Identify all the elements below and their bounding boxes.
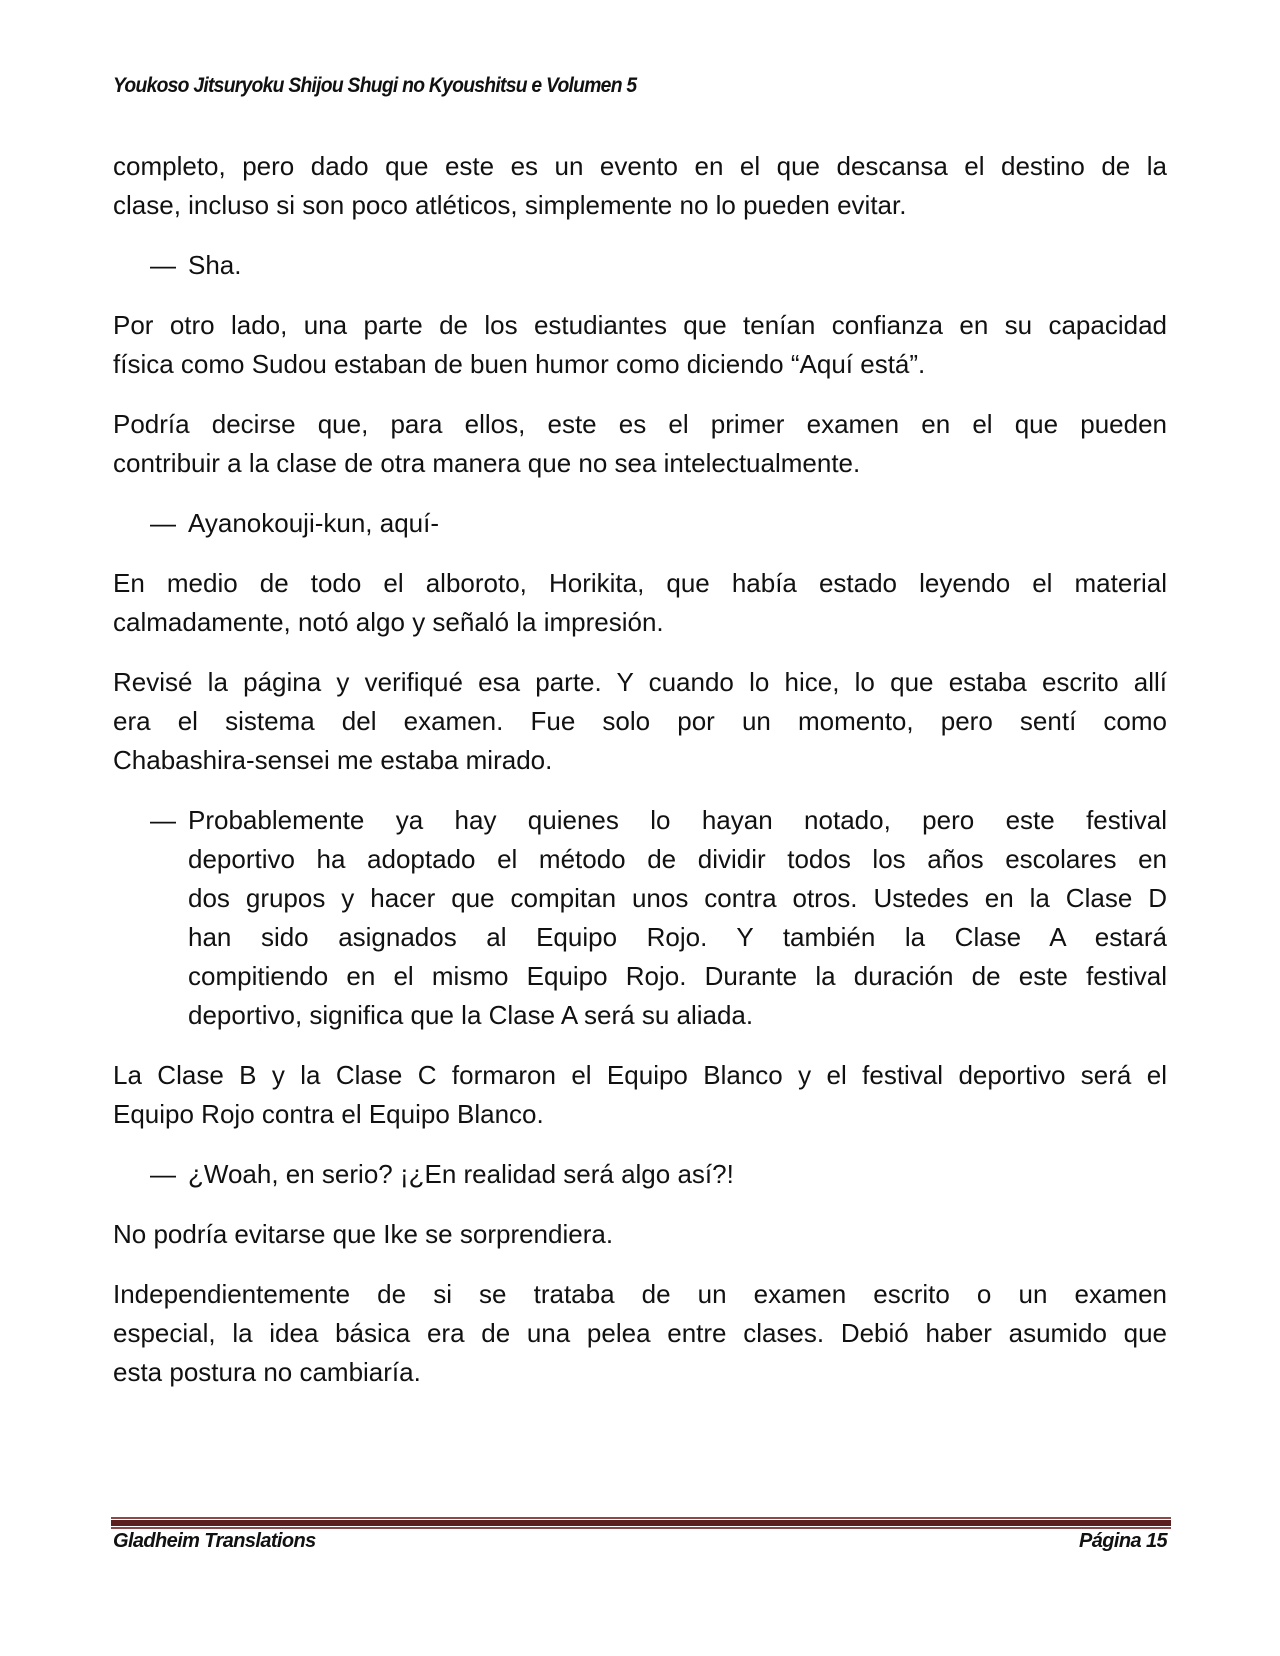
text-line: Chabashira-sensei me estaba mirado. [113, 745, 553, 775]
footer-rule [111, 1517, 1171, 1529]
text-line: contribuir a la clase de otra manera que no sea intelectualmente. [113, 448, 861, 478]
dialogue-dash: — [150, 250, 176, 280]
dialogue-dash: — [150, 805, 176, 835]
text-line: ¿Woah, en serio? ¡¿En realidad será algo así?! [188, 1159, 734, 1189]
paragraph [113, 1056, 1167, 1134]
paragraph [113, 405, 1167, 483]
footer-translator: Gladheim Translations [113, 1530, 316, 1552]
text-line: Independientemente de si se trataba de un examen escrito o un examen [113, 1279, 1167, 1309]
paragraph [113, 1275, 1167, 1392]
text-line: era el sistema del examen. Fue solo por un momento, pero sentí como [113, 706, 1167, 736]
text-line: han sido asignados al Equipo Rojo. Y también la Clase A estará [188, 922, 1167, 952]
text-line: dos grupos y hacer que compitan unos contra otros. Ustedes en la Clase D [188, 883, 1167, 913]
dialogue-dash: — [150, 508, 176, 538]
dialogue-paragraph [113, 246, 1167, 285]
paragraph [113, 1215, 1167, 1254]
text-line: deportivo, significa que la Clase A será su aliada. [188, 1000, 754, 1030]
text-line: Equipo Rojo contra el Equipo Blanco. [113, 1099, 544, 1129]
text-line: completo, pero dado que este es un evento en el que descansa el destino de la [113, 151, 1167, 181]
running-header: Youkoso Jitsuryoku Shijou Shugi no Kyoushitsu e Volumen 5 [113, 74, 637, 97]
text-line: Probablemente ya hay quienes lo hayan notado, pero este festival [188, 805, 1167, 835]
dialogue-dash: — [150, 1159, 176, 1189]
text-line: esta postura no cambiaría. [113, 1357, 421, 1387]
text-line: clase, incluso si son poco atléticos, simplemente no lo pueden evitar. [113, 190, 907, 220]
dialogue-paragraph [113, 1155, 1167, 1194]
text-line: especial, la idea básica era de una pelea entre clases. Debió haber asumido que [113, 1318, 1167, 1348]
dialogue-paragraph [113, 801, 1167, 1035]
text-line: física como Sudou estaban de buen humor como diciendo “Aquí está”. [113, 349, 926, 379]
text-line: compitiendo en el mismo Equipo Rojo. Durante la duración de este festival [188, 961, 1167, 991]
page-body [113, 147, 1167, 1413]
text-line: La Clase B y la Clase C formaron el Equipo Blanco y el festival deportivo será el [113, 1060, 1167, 1090]
paragraph [113, 564, 1167, 642]
paragraph [113, 663, 1167, 780]
paragraph [113, 147, 1167, 225]
dialogue-paragraph [113, 504, 1167, 543]
text-line: Revisé la página y verifiqué esa parte. Y cuando lo hice, lo que estaba escrito allí [113, 667, 1167, 697]
text-line: Ayanokouji-kun, aquí- [188, 508, 440, 538]
text-line: No podría evitarse que Ike se sorprendiera. [113, 1219, 614, 1249]
text-line: Sha. [188, 250, 242, 280]
text-line: Por otro lado, una parte de los estudiantes que tenían confianza en su capacidad [113, 310, 1167, 340]
paragraph [113, 306, 1167, 384]
text-line: En medio de todo el alboroto, Horikita, que había estado leyendo el material [113, 568, 1167, 598]
text-line: deportivo ha adoptado el método de dividir todos los años escolares en [188, 844, 1167, 874]
footer-page-number: Página 15 [1079, 1530, 1167, 1552]
text-line: Podría decirse que, para ellos, este es el primer examen en el que pueden [113, 409, 1167, 439]
text-line: calmadamente, notó algo y señaló la impresión. [113, 607, 664, 637]
